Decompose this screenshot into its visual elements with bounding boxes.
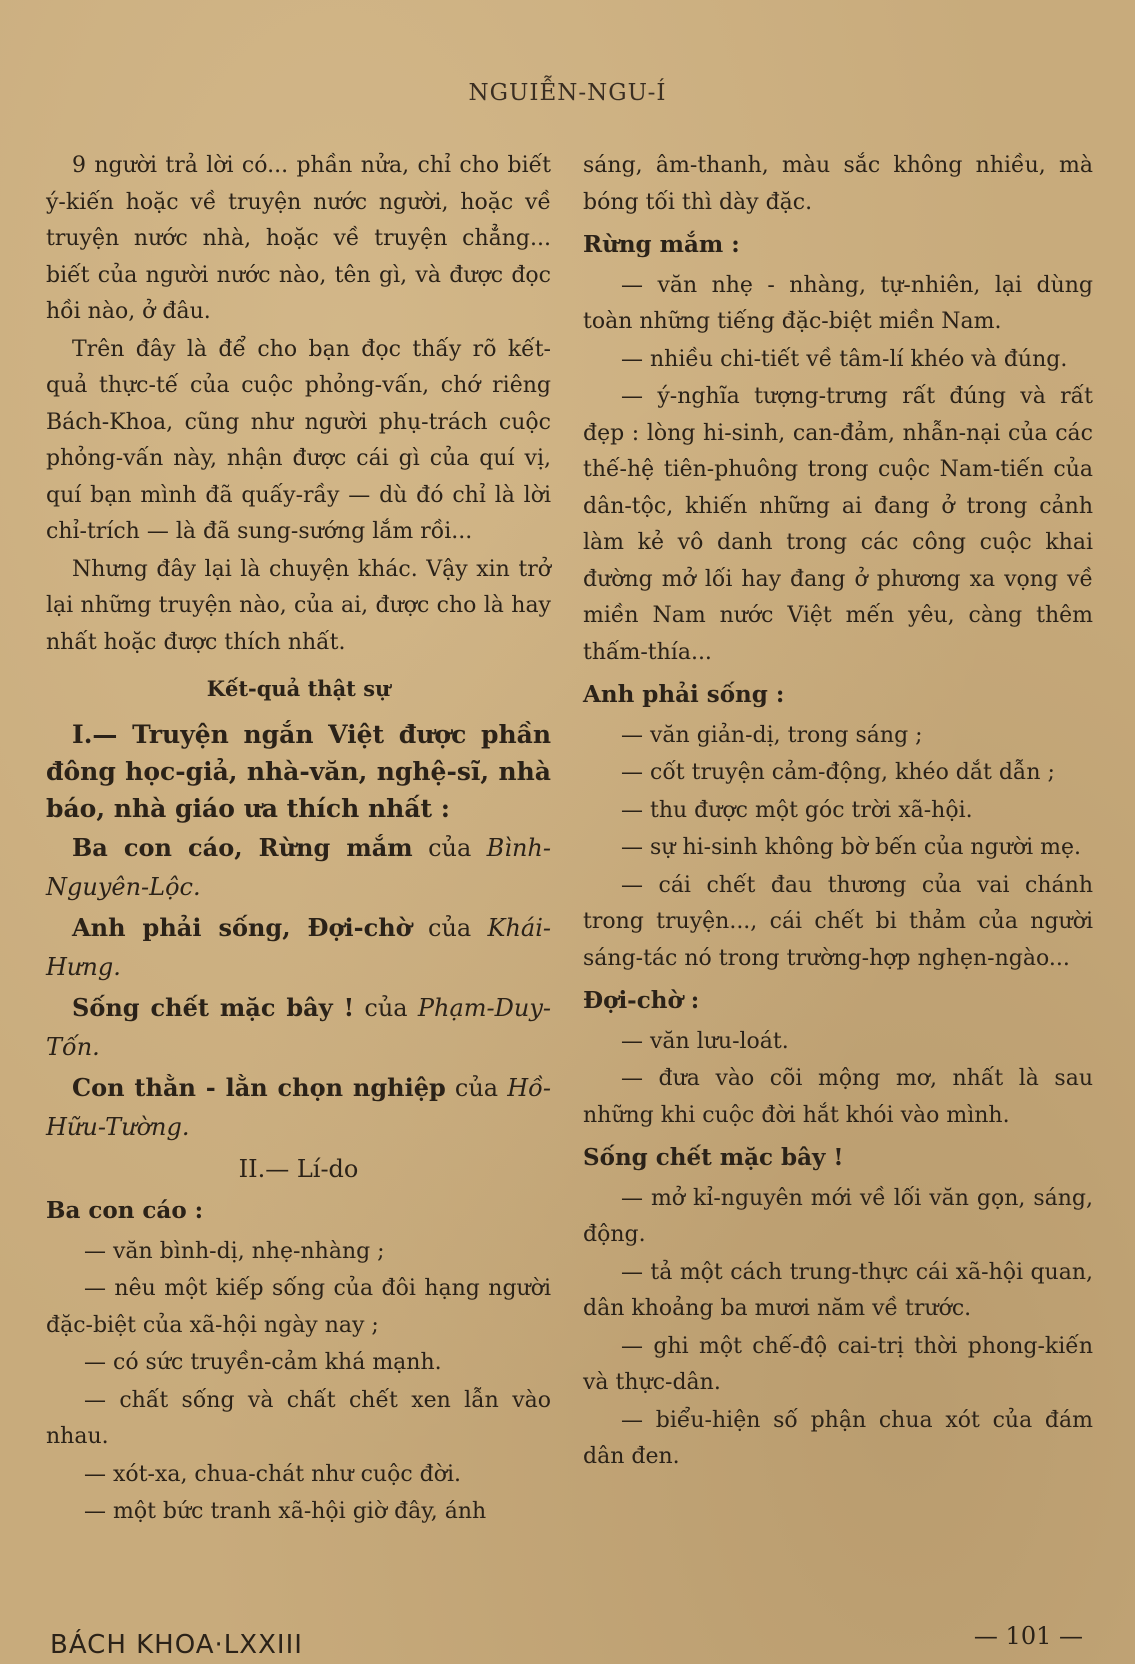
work-title: Anh phải sống, Đợi-chờ (72, 912, 412, 942)
running-header: NGUIỄN-NGU-Í (468, 80, 667, 106)
section-heading: Kết-quả thật sự (206, 676, 391, 701)
work-of: của (428, 833, 472, 862)
reason-item: — biểu-hiện số phận chua xót của đám dân đen. (583, 1407, 1093, 1469)
work-author: Khái-Hưng. (46, 913, 551, 981)
work-of: của (364, 993, 408, 1022)
work-of: của (454, 1073, 499, 1102)
subheading: Anh phải sống : (583, 681, 785, 708)
reason-item: — văn bình-dị, nhẹ-nhàng ; (84, 1238, 385, 1264)
page-number: — 101 — (973, 1622, 1083, 1650)
work-author: Bình-Nguyên-Lộc. (46, 833, 551, 901)
work-title: Con thằn - lằn chọn nghiệp (72, 1072, 446, 1102)
paragraph: 9 người trả lời có... phần nửa, chỉ cho biết ý-kiến hoặc về truyện nước người, hoặc về truyện nước nhà, hoặc về truyện chẳng... biết của người nước nào, tên gì, và được đọc hồi nào, ở đâu. (46, 153, 551, 324)
point-heading: II.— Lí-do (238, 1154, 359, 1183)
subheading: Đợi-chờ : (583, 987, 700, 1014)
paragraph-continued: sáng, âm-thanh, màu sắc không nhiều, mà bóng tối thì dày đặc. (583, 153, 1093, 215)
reason-item: — văn nhẹ - nhàng, tự-nhiên, lại dùng toàn những tiếng đặc-biệt miền Nam. (583, 272, 1093, 334)
reason-item: — tả một cách trung-thực cái xã-hội quan, dân khoảng ba mươi năm về trước. (583, 1259, 1093, 1321)
work-title: Ba con cáo, Rừng mắm (72, 832, 413, 862)
reason-item: — ghi một chế-độ cai-trị thời phong-kiến và thực-dân. (583, 1333, 1093, 1395)
work-author: Hồ-Hữu-Tường. (46, 1073, 551, 1141)
reason-item: — xót-xa, chua-chát như cuộc đời. (84, 1461, 461, 1487)
left-column (46, 148, 551, 1532)
work-of: của (428, 913, 472, 942)
reason-item: — nêu một kiếp sống của đôi hạng người đặc-biệt của xã-hội ngày nay ; (46, 1276, 551, 1338)
paragraph: Nhưng đây lại là chuyện khác. Vậy xin trở lại những truyện nào, của ai, được cho là hay nhất hoặc được thích nhất. (46, 556, 551, 655)
work-entry (46, 988, 551, 1067)
work-title: Sống chết mặc bây ! (72, 992, 355, 1022)
point-heading: I.— Truyện ngắn Việt được phần đông học-giả, nhà-văn, nghệ-sĩ, nhà báo, nhà giáo ưa thích nhất : (46, 719, 551, 823)
reason-item: — sự hi-sinh không bờ bến của người mẹ. (621, 835, 1082, 860)
reason-item: — cốt truyện cảm-động, khéo dắt dẫn ; (621, 760, 1055, 785)
subheading: Ba con cáo : (46, 1197, 204, 1224)
work-entry (46, 1068, 551, 1147)
reason-item: — văn giản-dị, trong sáng ; (621, 722, 923, 748)
reason-item: — chất sống và chất chết xen lẫn vào nhau. (46, 1387, 551, 1449)
reason-item: — ý-nghĩa tượng-trưng rất đúng và rất đẹp : lòng hi-sinh, can-đảm, nhẫn-nại của các thế-hệ tiên-phuông trong cuộc Nam-tiến của dân-tộc, khiến những ai đang ở trong cảnh làm kẻ vô danh trong các công cuộc khai đường mở lối hay đang ở phương xa vọng về miền Nam nước Việt mến yêu, càng thêm thấm-thía... (583, 384, 1093, 665)
work-entry (46, 908, 551, 987)
reason-item: — một bức tranh xã-hội giờ đây, ánh (84, 1499, 487, 1524)
work-entry (46, 828, 551, 907)
reason-item: — thu được một góc trời xã-hội. (621, 797, 973, 823)
magazine-footer: BÁCH KHOA·LXXIII (50, 1630, 303, 1660)
reason-item: — văn lưu-loát. (621, 1028, 789, 1054)
right-column (583, 148, 1093, 1477)
reason-item: — nhiều chi-tiết về tâm-lí khéo và đúng. (621, 346, 1068, 372)
subheading: Sống chết mặc bây ! (583, 1144, 844, 1171)
reason-item: — mở kỉ-nguyên mới về lối văn gọn, sáng, động. (583, 1185, 1093, 1247)
reason-item: — có sức truyền-cảm khá mạnh. (84, 1350, 442, 1375)
subheading: Rừng mắm : (583, 231, 740, 258)
paragraph: Trên đây là để cho bạn đọc thấy rõ kết-quả thực-tế của cuộc phỏng-vấn, chớ riêng Bách-Khoa, cũng như người phụ-trách cuộc phỏng-vấn này, nhận được cái gì của quí vị, quí bạn mình đã quấy-rầy — dù đó chỉ là lời chỉ-trích — là đã sung-sướng lắm rồi... (46, 336, 551, 544)
work-author: Phạm-Duy-Tốn. (46, 993, 551, 1061)
reason-item: — đưa vào cõi mộng mơ, nhất là sau những khi cuộc đời hắt khói vào mình. (583, 1066, 1093, 1128)
reason-item: — cái chết đau thương của vai chánh trong truyện..., cái chết bi thảm của người sáng-tác nó trong trường-hợp nghẹn-ngào... (583, 872, 1093, 971)
